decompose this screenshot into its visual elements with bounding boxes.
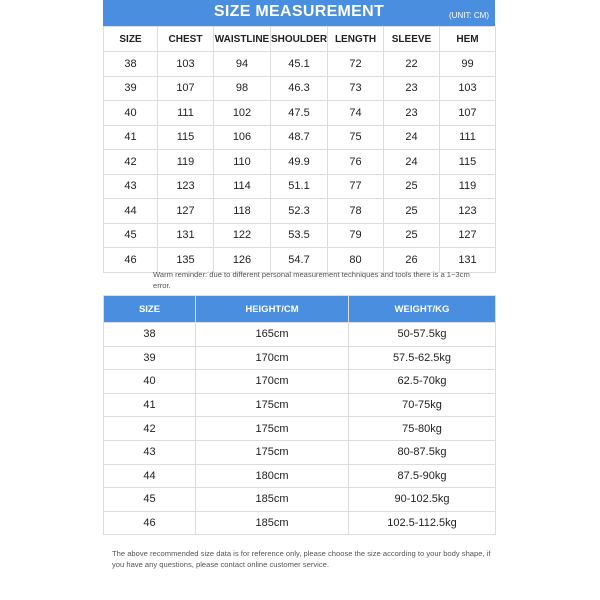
title-bar [103,0,495,26]
measurement-col-header: CHEST [158,27,214,52]
footnote: The above recommended size data is for reference only, please choose the size according to your body shape, if you have any questions, please contact online customer service. [112,549,491,569]
table-cell: 180cm [196,464,349,488]
table-cell: 114 [214,174,271,199]
table-cell: 24 [384,150,440,175]
table-cell: 119 [158,150,214,175]
table-cell: 41 [104,393,196,417]
table-cell: 103 [158,52,214,77]
table-row [104,52,496,77]
table-cell: 73 [328,76,384,101]
table-cell: 175cm [196,393,349,417]
table-cell: 126 [214,248,271,273]
table-cell: 111 [440,125,496,150]
table-cell: 40 [104,101,158,126]
table-row [104,125,496,150]
table-cell: 118 [214,199,271,224]
table-row [104,346,496,370]
unit-label: (UNIT: CM) [449,11,489,20]
table-cell: 57.5-62.5kg [349,346,496,370]
recommend-col-header: HEIGHT/CM [196,296,349,323]
table-row [104,511,496,535]
table-cell: 44 [104,199,158,224]
table-cell: 98 [214,76,271,101]
table-row [104,174,496,199]
table-cell: 25 [384,199,440,224]
table-cell: 170cm [196,370,349,394]
table-cell: 111 [158,101,214,126]
recommend-col-header: WEIGHT/KG [349,296,496,323]
table-cell: 54.7 [271,248,328,273]
table-cell: 46.3 [271,76,328,101]
table-row [104,150,496,175]
table-cell: 127 [158,199,214,224]
recommend-header-row [104,296,496,323]
table-cell: 80 [328,248,384,273]
table-row [104,323,496,347]
table-cell: 77 [328,174,384,199]
table-cell: 46 [104,511,196,535]
table-cell: 135 [158,248,214,273]
table-cell: 90-102.5kg [349,488,496,512]
size-measurement-sheet [103,0,495,273]
table-cell: 115 [440,150,496,175]
table-cell: 41 [104,125,158,150]
table-row [104,199,496,224]
table-row [104,488,496,512]
table-cell: 107 [440,101,496,126]
table-cell: 26 [384,248,440,273]
table-cell: 123 [440,199,496,224]
table-cell: 51.1 [271,174,328,199]
table-cell: 102.5-112.5kg [349,511,496,535]
table-cell: 75-80kg [349,417,496,441]
recommend-section [103,295,495,535]
table-row [104,417,496,441]
table-cell: 24 [384,125,440,150]
table-row [104,393,496,417]
table-cell: 103 [440,76,496,101]
table-cell: 39 [104,76,158,101]
table-cell: 50-57.5kg [349,323,496,347]
table-cell: 87.5-90kg [349,464,496,488]
table-cell: 53.5 [271,223,328,248]
table-cell: 78 [328,199,384,224]
measurement-table [103,26,496,273]
measurement-body [104,52,496,273]
table-cell: 80-87.5kg [349,440,496,464]
table-cell: 22 [384,52,440,77]
table-cell: 99 [440,52,496,77]
table-cell: 72 [328,52,384,77]
table-cell: 175cm [196,440,349,464]
table-cell: 52.3 [271,199,328,224]
table-cell: 25 [384,174,440,199]
recommend-col-header: SIZE [104,296,196,323]
table-cell: 175cm [196,417,349,441]
table-cell: 106 [214,125,271,150]
table-cell: 38 [104,323,196,347]
table-cell: 44 [104,464,196,488]
table-cell: 42 [104,417,196,441]
recommend-body [104,323,496,535]
measurement-col-header: LENGTH [328,27,384,52]
table-cell: 185cm [196,511,349,535]
warm-reminder: Warm reminder: due to different personal measurement techniques and tools there is a 1~3cm error. [153,270,470,290]
table-cell: 23 [384,101,440,126]
table-cell: 42 [104,150,158,175]
measurement-col-header: WAISTLINE [214,27,271,52]
table-cell: 74 [328,101,384,126]
table-row [104,223,496,248]
table-cell: 40 [104,370,196,394]
table-cell: 131 [158,223,214,248]
table-cell: 47.5 [271,101,328,126]
measurement-col-header: SIZE [104,27,158,52]
measurement-col-header: SHOULDER [271,27,328,52]
table-cell: 25 [384,223,440,248]
measurement-header-row [104,27,496,52]
table-cell: 23 [384,76,440,101]
table-cell: 39 [104,346,196,370]
table-cell: 165cm [196,323,349,347]
table-cell: 122 [214,223,271,248]
table-cell: 94 [214,52,271,77]
table-cell: 70-75kg [349,393,496,417]
table-cell: 79 [328,223,384,248]
table-row [104,101,496,126]
table-cell: 45 [104,488,196,512]
table-cell: 123 [158,174,214,199]
table-cell: 62.5-70kg [349,370,496,394]
table-cell: 107 [158,76,214,101]
table-cell: 43 [104,440,196,464]
table-cell: 43 [104,174,158,199]
table-cell: 131 [440,248,496,273]
table-cell: 102 [214,101,271,126]
table-cell: 46 [104,248,158,273]
table-cell: 49.9 [271,150,328,175]
table-cell: 45 [104,223,158,248]
table-cell: 170cm [196,346,349,370]
table-row [104,370,496,394]
table-cell: 119 [440,174,496,199]
table-cell: 185cm [196,488,349,512]
table-cell: 127 [440,223,496,248]
table-cell: 115 [158,125,214,150]
measurement-col-header: SLEEVE [384,27,440,52]
table-row [104,464,496,488]
table-row [104,440,496,464]
table-cell: 48.7 [271,125,328,150]
recommend-table [103,295,496,535]
page-title: SIZE MEASUREMENT [213,3,385,20]
table-cell: 76 [328,150,384,175]
table-cell: 38 [104,52,158,77]
table-cell: 110 [214,150,271,175]
table-row [104,76,496,101]
table-cell: 45.1 [271,52,328,77]
measurement-col-header: HEM [440,27,496,52]
table-cell: 75 [328,125,384,150]
